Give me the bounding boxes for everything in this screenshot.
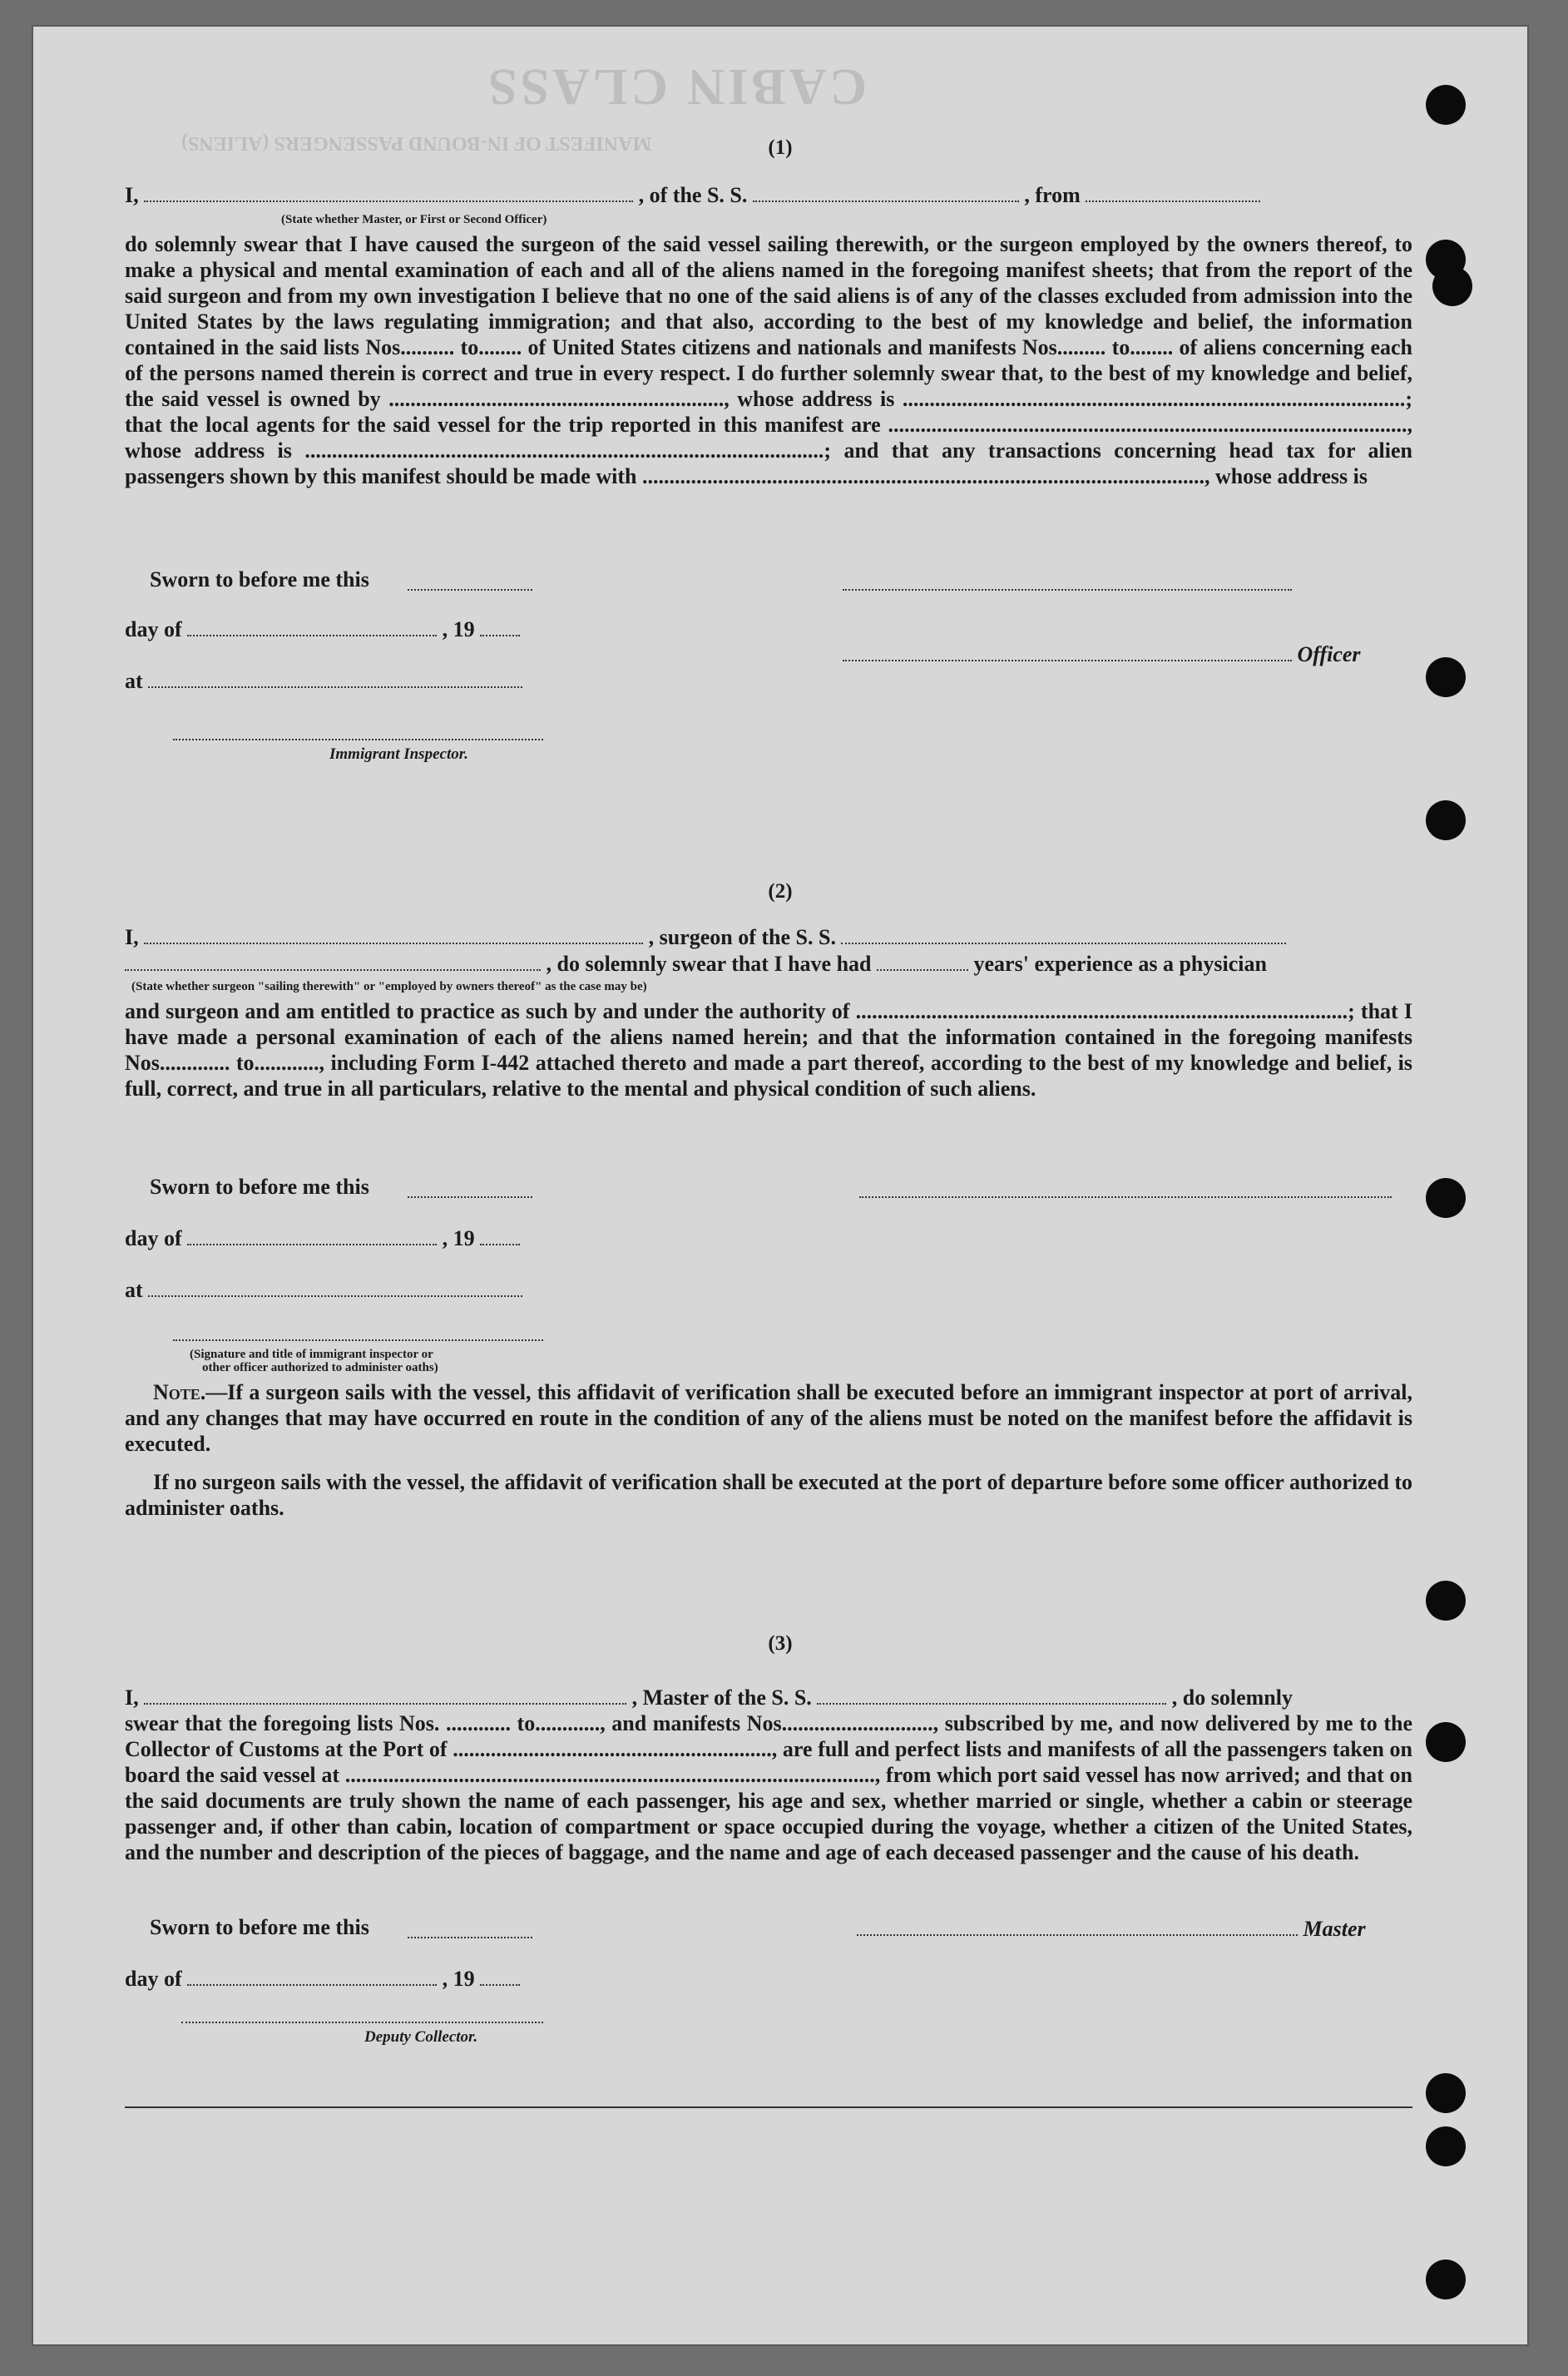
form-page (32, 25, 1529, 2346)
note-text: —If a surgeon sails with the vessel, this affidavit of verification shall be executed before an immigrant inspector at port of arrival, and any changes that may have occurred en route in the condition of any of the aliens must be noted on the manifest before the affidavit is executed. (125, 1380, 1412, 1456)
deputy-signature-line[interactable] (181, 2020, 543, 2023)
punch-hole (1426, 657, 1466, 697)
label-of-ss: , of the S. S. (638, 183, 748, 207)
day-of-field-3[interactable] (187, 1969, 437, 1986)
punch-hole (1426, 85, 1466, 125)
manifest-stamp: MANIFEST OF IN-BOUND PASSENGERS (ALIENS) (181, 132, 651, 154)
label-i: I, (125, 925, 139, 949)
officer-label: Officer (1297, 642, 1361, 666)
year-label-3: , 19 (442, 1967, 475, 1991)
at-label: at (125, 669, 143, 693)
at-line (125, 669, 522, 694)
inspector-signature-line-2[interactable] (173, 1338, 543, 1341)
punch-hole (1426, 800, 1466, 840)
master-line (857, 1917, 1366, 1942)
punch-hole (1426, 2260, 1466, 2299)
year-label: , 19 (442, 617, 475, 641)
sworn-label-3: Sworn to before me this (150, 1915, 369, 1939)
day-of-field[interactable] (187, 620, 437, 636)
years-field[interactable] (877, 954, 968, 971)
section-2-second-line (125, 952, 1267, 977)
section-1-number: (1) (768, 136, 793, 159)
surgeon-note (125, 1379, 1412, 1457)
year-field-2[interactable] (480, 1229, 520, 1245)
ship-name-field[interactable] (753, 186, 1019, 202)
year-field[interactable] (480, 620, 520, 636)
punch-hole (1426, 2073, 1466, 2113)
day-of-line-2 (125, 1226, 520, 1251)
label-master-ss: , Master of the S. S. (631, 1685, 812, 1710)
year-label-2: , 19 (442, 1226, 475, 1250)
officer-signature-line[interactable] (843, 587, 1292, 591)
day-of-label-2: day of (125, 1226, 182, 1250)
sworn-date-field-2[interactable] (408, 1195, 532, 1198)
day-of-line-3 (125, 1967, 520, 1992)
master-name-field[interactable] (144, 1688, 626, 1705)
section-2-header-line (125, 925, 1286, 950)
cabin-class-stamp: CABIN CLASS (485, 58, 868, 115)
section-2-oath-text: and surgeon and am entitled to practice as such by and under the authority of ...........................................................................................; that I have made a personal examination of each of the aliens named herein; and that the information contained in the foregoing manifests Nos............. to............, including Form I-442 attached thereto and made a part thereof, according to the best of my knowledge and belief, is full, correct, and true in all particulars, relative to the mental and physical condition of such aliens. (125, 999, 1412, 1101)
master-signature-field[interactable] (857, 1919, 1298, 1936)
section-1-oath-text: do solemnly swear that I have caused the surgeon of the said vessel sailing therewith, or the surgeon employed by the owners thereof, to make a physical and mental examination of each and all of the aliens named in the foregoing manifest sheets; that from the report of the said surgeon and from my own investigation I believe that no one of the said aliens is of any of the classes excluded from admission into the United States by the laws regulating immigration; and that also, according to the best of my knowledge and belief, the information contained in the said lists Nos.......... to........ of United States citizens and nationals and manifests Nos......... to........ of aliens concerning each of the persons named therein is correct and true in every respect. I do further solemnly swear that, to the best of my knowledge and belief, the said vessel is owned by .............................................................., whose address is .............................................................................................; that the local agents for the said vessel for the trip reported in this manifest are ................................................................................................, whose address is ................................................................................................; and that any transactions concerning head tax for alien passengers shown by this manifest should be made with ........................................................................................................, whose address is (125, 232, 1412, 488)
officer-name-field[interactable] (144, 186, 633, 202)
deputy-caption: Deputy Collector. (364, 2028, 478, 2046)
label-from: , from (1024, 183, 1081, 207)
master-label: Master (1303, 1917, 1366, 1941)
section-3-oath-text: swear that the foregoing lists Nos. ............ to............, and manifests Nos............................, subscribed by me, and now delivered by me to the Collector of Customs at the Port of ..........................................................., are full and perfect lists and manifests of all the passengers taken on board the said vessel at .................................................................................................., from which port said vessel has now arrived; and that on the said documents are truly shown the name of each passenger, his age and sex, whether married or single, whether a cabin or steerage passenger and, if other than cabin, location of compartment or space occupied during the voyage, whether a citizen of the United States, and the number and description of the pieces of baggage, and the name and age of each deceased passenger and the cause of his death. (125, 1711, 1412, 1864)
inspector-signature-line[interactable] (173, 737, 543, 740)
sworn-label-2: Sworn to before me this (150, 1175, 369, 1199)
label-years: years' experience as a physician (973, 952, 1267, 976)
note-label: Note. (153, 1380, 206, 1404)
surgeon-name-field[interactable] (144, 928, 643, 944)
punch-hole (1426, 2126, 1466, 2166)
punch-hole (1426, 1722, 1466, 1762)
section-2-number: (2) (768, 880, 793, 903)
label-i: I, (125, 1685, 139, 1710)
punch-hole (1432, 266, 1472, 306)
ship-name-field-2[interactable] (841, 928, 1286, 944)
officer-rank-note: (State whether Master, or First or Second Officer) (281, 213, 547, 226)
signature-note-2: other officer authorized to administer oaths) (202, 1361, 438, 1374)
day-of-field-2[interactable] (187, 1229, 437, 1245)
sworn-date-field-3[interactable] (408, 1935, 532, 1938)
surgeon-type-field[interactable] (125, 954, 541, 971)
punch-hole (1426, 1178, 1466, 1218)
day-of-label-3: day of (125, 1967, 182, 1991)
year-field-3[interactable] (480, 1969, 520, 1986)
no-surgeon-note: If no surgeon sails with the vessel, the affidavit of verification shall be executed at the port of departure before some officer authorized to administer oaths. (125, 1470, 1412, 1520)
day-of-label: day of (125, 617, 182, 641)
officer-line (843, 642, 1361, 667)
at-line-2 (125, 1278, 522, 1303)
at-field-2[interactable] (148, 1280, 522, 1297)
at-label-2: at (125, 1278, 143, 1302)
section-3-number: (3) (768, 1632, 793, 1655)
inspector-caption: Immigrant Inspector. (329, 745, 468, 763)
punch-hole (1426, 1581, 1466, 1621)
bottom-rule (125, 2106, 1412, 2108)
port-from-field[interactable] (1086, 186, 1260, 202)
section-3-header-line (125, 1685, 1293, 1710)
section-1-header-line (125, 183, 1260, 208)
ship-name-field-3[interactable] (817, 1688, 1166, 1705)
day-of-line (125, 617, 520, 642)
label-do-solemnly: , do solemnly (1171, 1685, 1293, 1710)
signature-note-1: (Signature and title of immigrant inspector or (190, 1348, 433, 1361)
sworn-date-field[interactable] (408, 587, 532, 591)
surgeon-type-note: (State whether surgeon "sailing therewith" or "employed by owners thereof" as the case may be) (131, 980, 647, 993)
label-i: I, (125, 183, 139, 207)
label-swear: , do solemnly swear that I have had (546, 952, 872, 976)
sworn-label: Sworn to before me this (150, 567, 369, 592)
surgeon-signature-line[interactable] (859, 1195, 1392, 1198)
at-field[interactable] (148, 671, 522, 688)
label-surgeon-ss: , surgeon of the S. S. (648, 925, 836, 949)
officer-title-field[interactable] (843, 645, 1292, 661)
